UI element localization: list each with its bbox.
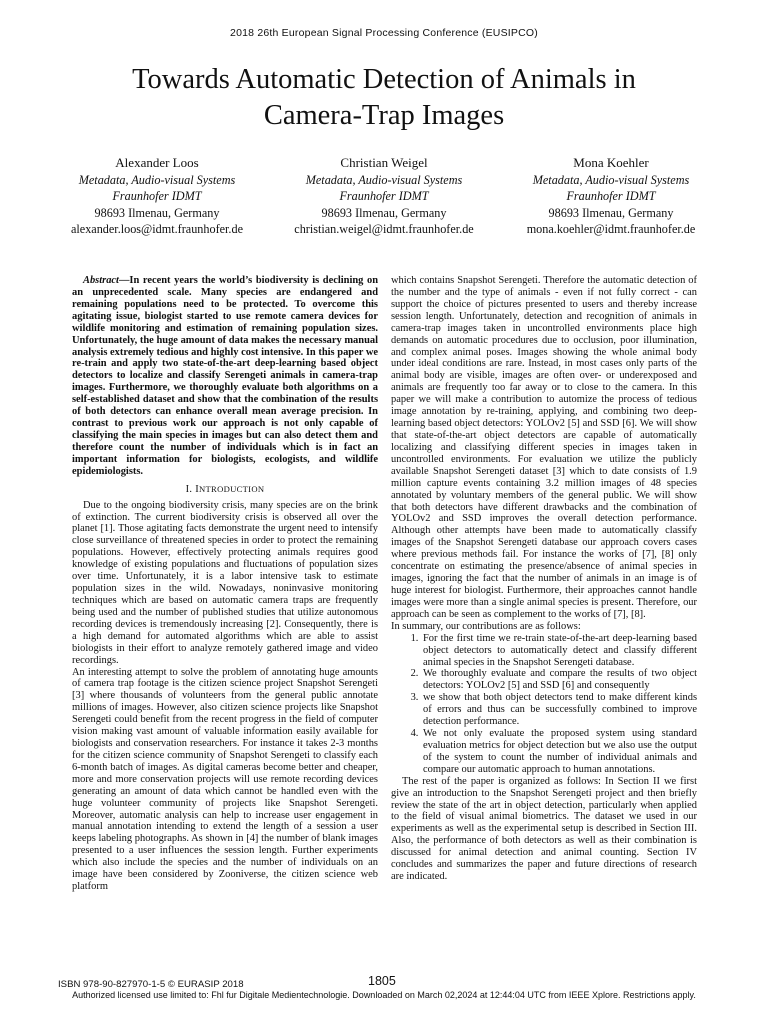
author-address: 98693 Ilmenau, Germany [94, 205, 220, 220]
author-2 [279, 154, 489, 237]
paper-organization-paragraph: The rest of the paper is organized as follows: In Section II we first give an introduction to the Snapshot Serengeti project and then briefly review the state of the art in object detection, particularly when applied to the field of visual animal biometrics. The dataset we used in our experiments as well as the experimental setup is described in Section III. Also, the performance of both detectors as well as their combination is discussed for animal detection and animal counting. Section IV concludes and summarizes the paper and future directions of research are indicated. [391, 775, 697, 883]
conference-header: 2018 26th European Signal Processing Conference (EUSIPCO) [230, 27, 538, 39]
author-dept: Metadata, Audio-visual Systems [78, 173, 236, 187]
intro-paragraph-3: which contains Snapshot Serengeti. Therefore the automatic detection of the number and the type of animals - even if not fully correct - can support the choice of pictures presented to users and thereby increase session length. Unfortunately, detection and recognition of animals in camera-trap images taken in uncontrolled environments place high demands on automatic procedures due to occlusion, poor illumination, and complex animal poses. Images showing the whole animal body under ideal conditions are rare. Instead, in most cases only parts of the animal body are visible, images are often over- or underexposed and animals are frequently too far away or to close to the camera. In this paper we will make a contribution to automize the process of tedious image annotation by re-training, applying, and combining two deep-learning based object detectors: YOLOv2 [5] and SSD [6]. We will show that state-of-the-art object detectors are capable of automatically localizing and classifying different species in images taken in uncontrolled environments. For evaluation we utilize the publicly available Snapshot Serengeti dataset [3] which to date consists of 1.9 million capture events containing 3.2 million images of 48 species annotated by voluntary members of the general public. We will show that both detectors have different drawbacks and the combination of YOLOv2 and SSD improves the overall detection performance. Although other attempts have been made to automatically classify images of the Snapshot Serengeti database our approach covers cases where previous methods fail. For instance the works of [7], [8] only concentrate on estimating the presence/absence of animal species in images, ignoring the fact that the number of animals in an image is of huge interest for biologist. Furthermore, their approaches cannot handle images were more than a single animal species is present. Therefore, our approach can be seen as complement to the works of [7], [8]. [391, 275, 697, 620]
author-address: 98693 Ilmenau, Germany [321, 205, 447, 220]
license-notice: Authorized licensed use limited to: Fhl fur Digitale Medientechnologie. Downloaded on March 02,2024 at 12:44:04 UTC from IEEE Xplore. Restrictions apply. [72, 990, 696, 1000]
author-email: alexander.loos@idmt.fraunhofer.de [71, 221, 243, 236]
author-org: Fraunhofer IDMT [339, 189, 429, 204]
intro-paragraph-1: Due to the ongoing biodiversity crisis, many species are on the brink of extinction. The current biodiversity crisis is observed all over the planet [1]. Those agitating facts demonstrate the urgent need to intensify close surveillance of threatened species in order to protect the remaining populations. However, effectively protecting animals requires good knowledge of existing populations and fluctuations of population sizes over time. Unfortunately, it is a labor intensive task to estimate population sizes in the wild. Nowadays, noninvasive monitoring techniques which are based on automatic camera traps are frequently being used and the number of published studies that utilize autonomous recording devices is tremendously increasing [2]. Consequently, there is a high demand for automated algorithms which are able to assist biologists in their effort to analyze remotely gathered image and video recordings. [72, 499, 378, 666]
author-name: Mona Koehler [573, 155, 649, 170]
right-column [391, 275, 697, 883]
footer-isbn: ISBN 978-90-827970-1-5 © EURASIP 2018 [58, 979, 244, 990]
author-email: mona.koehler@idmt.fraunhofer.de [526, 221, 696, 236]
author-block [52, 154, 716, 237]
intro-paragraph-2: An interesting attempt to solve the problem of annotating huge amounts of camera trap footage is the citizen science project Snapshot Serengeti [3] where thousands of volunteers from the general public annotate millions of images. However, also citizen science projects like Snapshot Serengeti could benefit from the recent progress in the field of computer vision making vast amount of valuable information easily available for biologists and conservation researchers. For instance it takes 2-3 months for the citizen science community of Snapshot Serengeti to classify each 6-month batch of images. As digital cameras become better and cheaper, more and more conservation projects will use remote recording devices generating an amount of data which cannot be handled even with the huge volunteer community of projects like Snapshot Serengeti. Moreover, automatic analysis can help to increase user engagement in manual annotation intending to extend the length of a session a user keeps labeling photographs. As shown in [4] the number of blank images presented to a user influences the session length. Further experiments which also include the species and the number of individuals on an image have been considered by Zooniverse, the citizen science web platform [72, 666, 378, 893]
title-line-2: Camera-Trap Images [263, 100, 505, 131]
author-org: Fraunhofer IDMT [566, 189, 656, 204]
abstract [72, 275, 378, 478]
abstract-text: —In recent years the world’s biodiversity is declining on an unprecedented scale. Many species are endangered and remaining populations need to be protected. To overcome this agitating issue, biologist started to use remote camera devices for wildlife monitoring and estimation of remaining population sizes. Unfortunately, the huge amount of data makes the necessary manual analysis extremely tedious and highly cost intensive. In this paper we re-train and apply two state-of-the-art deep-learning based object detectors to localize and classify Serengeti animals in camera-trap images. Furthermore, we thoroughly evaluate both algorithms on a self-established dataset and show that the combination of the results of both detectors can enhance overall mean average precision. In contrast to previous work our approach is not only capable of classifying the main species in images but can also detect them and therefore count the number of individuals which is in fact an important information for biologists, ecologists, and wildlife epidemiologists. [72, 275, 378, 477]
left-column [72, 275, 378, 893]
contributions-list [391, 633, 697, 776]
section-heading-introduction: I. INTRODUCTION [185, 483, 265, 495]
author-dept: Metadata, Audio-visual Systems [305, 173, 463, 187]
author-dept: Metadata, Audio-visual Systems [532, 173, 690, 187]
author-address: 98693 Ilmenau, Germany [548, 205, 674, 220]
contribution-item: 4. We not only evaluate the proposed system using standard evaluation metrics for object detection but we also use the output of the system to count the number of individual animals and compare our automatic approach to human annotations. [421, 728, 697, 776]
abstract-label: Abstract [83, 275, 119, 286]
title-line-1: Towards Automatic Detection of Animals in [132, 64, 636, 95]
contribution-item: 1. For the first time we re-train state-of-the-art deep-learning based object detectors to automatically detect and classify different animal species in the Snapshot Serengeti database. [421, 633, 697, 669]
contribution-item: 3. we show that both object detectors tend to make different kinds of errors and thus can be successfully combined to improve detection performance. [421, 692, 697, 728]
author-name: Christian Weigel [340, 155, 428, 170]
page-number: 1805 [368, 974, 396, 988]
author-3 [506, 154, 716, 237]
author-email: christian.weigel@idmt.fraunhofer.de [294, 221, 474, 236]
contribution-item: 2. We thoroughly evaluate and compare the results of two object detectors: YOLOv2 [5] and SSD [6] and consequently [421, 668, 697, 692]
author-name: Alexander Loos [115, 155, 199, 170]
contributions-intro: In summary, our contributions are as follows: [391, 620, 581, 632]
author-1 [52, 154, 262, 237]
author-org: Fraunhofer IDMT [112, 189, 202, 204]
paper-title [60, 62, 708, 134]
